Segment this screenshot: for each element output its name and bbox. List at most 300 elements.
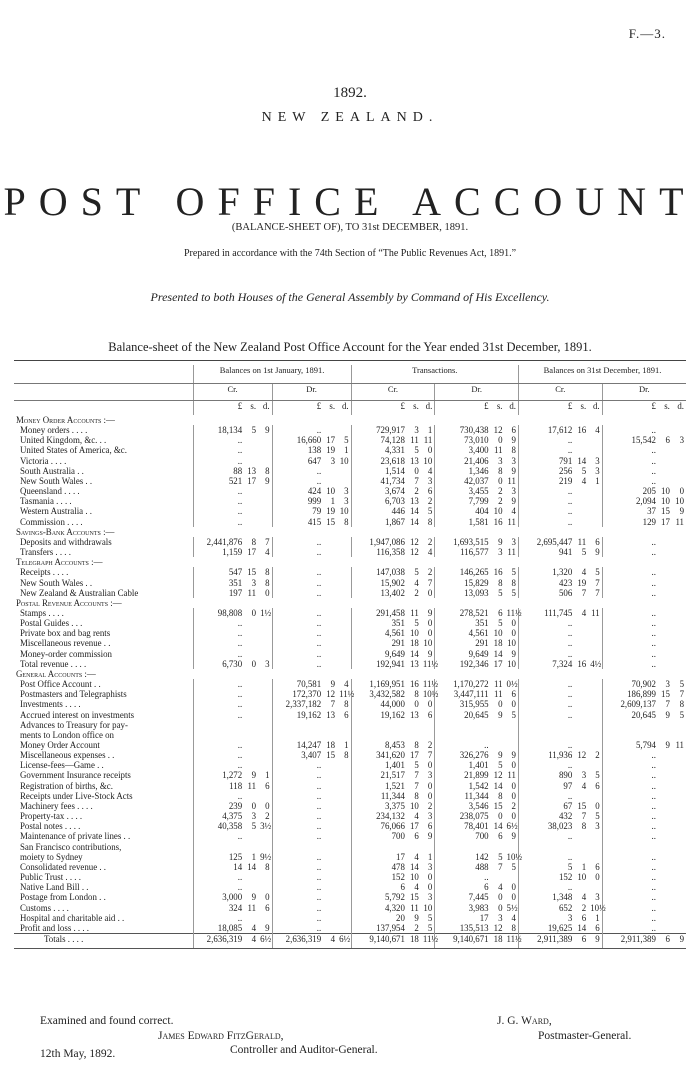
pence-cell	[337, 882, 351, 892]
shillings-cell: 5	[498, 618, 503, 629]
shillings-cell	[658, 882, 672, 892]
unit-label: £	[351, 401, 407, 416]
blank-header	[14, 365, 193, 384]
shillings-cell	[244, 679, 258, 689]
shillings-cell	[244, 649, 258, 659]
shillings-cell: 14	[409, 516, 419, 527]
shillings-cell	[574, 791, 588, 801]
pence-cell	[258, 740, 272, 750]
pence-cell: 5	[595, 770, 600, 781]
shillings-cell: 4	[251, 922, 257, 933]
row-label: Native Land Bill . .	[20, 882, 89, 893]
pence-cell: 6	[265, 902, 270, 913]
shillings-cell: 17	[247, 547, 257, 558]
total-shillings-cell: 6	[658, 933, 672, 948]
pounds-cell: ..	[518, 852, 574, 862]
pence-cell: 7	[595, 577, 600, 588]
shillings-cell: 7	[414, 475, 419, 486]
shillings-cell	[658, 618, 672, 628]
pounds-cell: 186,899	[602, 689, 658, 699]
pounds-cell: 506	[518, 588, 574, 598]
total-shillings-cell: 18	[491, 933, 505, 948]
pounds-cell: ..	[272, 649, 323, 659]
table-row	[14, 710, 686, 720]
pounds-cell: 98,808	[193, 608, 244, 618]
pence-cell	[672, 760, 686, 770]
pence-cell	[672, 720, 686, 730]
pounds-cell: ..	[272, 578, 323, 588]
pounds-cell: ..	[602, 608, 658, 618]
pounds-cell: ..	[272, 770, 323, 780]
shillings-cell: 11	[247, 780, 257, 791]
pounds-cell: 729,917	[351, 425, 407, 435]
shillings-cell: 5	[414, 760, 419, 771]
pounds-cell: ..	[602, 903, 658, 913]
top-rule	[14, 360, 686, 361]
pence-cell: 0	[427, 760, 433, 771]
pence-cell: 3	[427, 770, 433, 781]
pence-cell	[258, 882, 272, 892]
pounds-cell: 11,344	[351, 791, 407, 801]
pounds-cell: ..	[602, 801, 658, 811]
shillings-cell	[658, 852, 672, 862]
pence-cell: 0	[511, 811, 516, 822]
pence-cell: 0	[679, 486, 684, 497]
shillings-cell	[574, 517, 588, 527]
pence-cell	[672, 445, 686, 455]
shillings-cell: 6	[498, 831, 503, 842]
pence-cell: 9	[511, 831, 516, 842]
row-label: Total revenue . . . .	[20, 658, 87, 669]
pence-cell: 6	[595, 861, 600, 872]
shillings-cell	[244, 496, 258, 506]
table-row	[14, 760, 686, 770]
total-pounds-cell: 2,636,319	[272, 933, 323, 948]
unit-label: d.	[425, 401, 433, 411]
pounds-cell: 432	[518, 811, 574, 821]
total-pence-cell: 9	[672, 933, 686, 948]
pence-cell: 3	[511, 536, 516, 547]
pence-cell	[337, 537, 351, 547]
pounds-cell: 18,134	[193, 425, 244, 435]
examined-note: Examined and found correct.	[40, 1015, 174, 1027]
pounds-cell: ..	[602, 750, 658, 760]
unit-label: £	[193, 401, 244, 416]
shillings-cell	[323, 913, 337, 923]
pence-cell: 11½	[506, 607, 522, 618]
shillings-cell: 9	[330, 679, 336, 690]
section-header-row	[14, 669, 686, 679]
pounds-cell: ..	[602, 862, 658, 872]
shillings-cell: 10	[409, 628, 419, 639]
pence-cell: 2	[427, 496, 433, 507]
shillings-cell: 5	[251, 821, 257, 832]
shillings-cell	[323, 760, 337, 770]
table-row	[14, 882, 686, 892]
pence-cell: 8	[427, 516, 433, 527]
pounds-cell: 19,625	[518, 923, 574, 934]
shillings-cell: 0	[498, 811, 503, 822]
shillings-cell	[244, 730, 258, 740]
pounds-cell: ..	[518, 486, 574, 496]
shillings-cell	[244, 750, 258, 760]
pounds-cell: ..	[602, 760, 658, 770]
shillings-cell: 14	[409, 506, 419, 517]
shillings-cell	[658, 872, 672, 882]
pounds-cell	[518, 720, 574, 730]
pounds-cell: 192,941	[351, 659, 407, 669]
shillings-cell	[244, 638, 258, 648]
pence-cell: 0	[511, 780, 516, 791]
shillings-cell	[323, 892, 337, 902]
shillings-cell: 9	[251, 892, 257, 903]
row-label: Investments . . . .	[20, 699, 81, 710]
pounds-cell: 15,902	[351, 578, 407, 588]
pounds-cell: 6	[435, 882, 491, 892]
shillings-cell	[658, 638, 672, 648]
shillings-cell: 13	[409, 455, 419, 466]
shillings-cell: 6	[581, 912, 587, 923]
pounds-cell: 146,265	[435, 567, 491, 577]
table-row	[14, 435, 686, 445]
pounds-cell: ..	[602, 923, 658, 934]
pence-cell	[672, 659, 686, 669]
pence-cell: 11	[675, 740, 684, 750]
shillings-cell: 10	[409, 872, 419, 883]
shillings-cell	[244, 628, 258, 638]
pence-cell: 10½	[422, 689, 439, 700]
pounds-cell: ..	[602, 466, 658, 476]
document-year: 1892.	[333, 85, 367, 101]
pounds-cell: 21,517	[351, 770, 407, 780]
shillings-cell: 13	[247, 465, 257, 476]
pence-cell: 3	[595, 465, 600, 476]
shillings-cell: 2	[581, 902, 587, 913]
pence-cell: 2	[427, 536, 433, 547]
shillings-cell: 10	[409, 800, 419, 811]
pounds-cell: 3,674	[351, 486, 407, 496]
pence-cell: 1	[595, 912, 600, 923]
units-label-cell	[14, 401, 193, 416]
pounds-cell: ..	[272, 882, 323, 892]
shillings-cell: 2	[414, 922, 419, 933]
shillings-cell: 11	[247, 587, 257, 598]
pounds-cell: ..	[193, 760, 244, 770]
pounds-cell: ..	[518, 710, 574, 720]
table-row	[14, 456, 686, 466]
pounds-cell: 41,734	[351, 476, 407, 486]
pence-cell	[337, 770, 351, 780]
pounds-cell: ..	[272, 923, 323, 934]
pounds-cell: 116,577	[435, 547, 491, 557]
shillings-cell: 3	[330, 455, 336, 466]
table-row	[14, 517, 686, 527]
pounds-cell: ..	[193, 740, 244, 750]
pence-cell: 1½	[260, 607, 272, 618]
pounds-cell: ..	[272, 466, 323, 476]
pounds-cell: ..	[602, 567, 658, 577]
shillings-cell	[323, 618, 337, 628]
pounds-cell: 15,829	[435, 578, 491, 588]
pounds-cell: 3,983	[435, 903, 491, 913]
pounds-cell: 415	[272, 517, 323, 527]
pence-cell: 2	[427, 740, 433, 750]
shillings-cell	[407, 842, 421, 852]
pounds-cell: 315,955	[435, 699, 491, 709]
pounds-cell: 4,561	[351, 628, 407, 638]
pounds-cell: 118	[193, 781, 244, 791]
pence-cell: 0	[265, 800, 270, 811]
shillings-cell: 6	[665, 435, 670, 446]
shillings-cell: 18	[493, 638, 503, 649]
section-header-row	[14, 527, 686, 537]
pounds-cell: 1,581	[435, 517, 491, 527]
shillings-cell: 3	[665, 679, 670, 690]
table-row	[14, 659, 686, 669]
pence-cell: 5	[344, 435, 349, 446]
total-pence-cell: 6½	[337, 933, 351, 948]
pence-cell	[672, 913, 686, 923]
pence-cell: 4	[595, 425, 600, 436]
pounds-cell: 70,902	[602, 679, 658, 689]
total-pounds-cell: 2,911,389	[518, 933, 574, 948]
row-label: Transfers . . . .	[20, 547, 71, 558]
table-row	[14, 791, 686, 801]
shillings-cell: 6	[414, 831, 419, 842]
pence-cell: 7	[595, 587, 600, 598]
pounds-cell: 5,794	[602, 740, 658, 750]
pence-cell: 3½	[260, 821, 272, 832]
pence-cell	[672, 618, 686, 628]
pounds-cell: ..	[193, 638, 244, 648]
pence-cell	[505, 730, 519, 740]
shillings-cell: 0	[251, 607, 257, 618]
shillings-cell	[491, 730, 505, 740]
shillings-cell	[574, 649, 588, 659]
pounds-cell: 4,331	[351, 445, 407, 455]
pounds-cell	[602, 720, 658, 730]
shillings-cell	[244, 882, 258, 892]
pounds-cell: ..	[518, 740, 574, 750]
pence-cell: 5	[511, 567, 516, 578]
shillings-cell	[658, 730, 672, 740]
pounds-cell: 1,514	[351, 466, 407, 476]
table-row	[14, 425, 686, 435]
unit-label: d.	[677, 401, 684, 411]
pounds-cell: ..	[272, 659, 323, 669]
shillings-cell: 8	[414, 689, 419, 700]
shillings-cell	[574, 506, 588, 516]
pounds-cell: ..	[193, 456, 244, 466]
pence-cell	[672, 730, 686, 740]
pence-cell: 9	[679, 506, 684, 517]
balance-sheet-table	[14, 365, 686, 949]
pounds-cell: 74,128	[351, 435, 407, 445]
pence-cell	[588, 628, 602, 638]
pounds-cell: 11,936	[518, 750, 574, 760]
shillings-cell	[658, 425, 672, 435]
pounds-cell: 3,455	[435, 486, 491, 496]
shillings-cell: 13	[409, 709, 419, 720]
pence-cell: 3	[344, 486, 349, 497]
shillings-cell: 9	[665, 709, 670, 720]
shillings-cell	[574, 730, 588, 740]
shillings-cell: 3	[581, 770, 587, 781]
pence-cell	[337, 781, 351, 791]
shillings-cell: 10	[493, 628, 503, 639]
table-row	[14, 720, 686, 730]
table-row	[14, 618, 686, 628]
total-pounds-cell: 2,911,389	[602, 933, 658, 948]
section-header-row	[14, 557, 686, 567]
pounds-cell: ..	[272, 760, 323, 770]
shillings-cell: 13	[326, 709, 336, 720]
pence-cell: 4	[511, 912, 516, 923]
pence-cell	[588, 730, 602, 740]
pounds-cell: 7,324	[518, 659, 574, 669]
shillings-cell	[244, 872, 258, 882]
pence-cell	[505, 720, 519, 730]
pounds-cell: ..	[193, 649, 244, 659]
shillings-cell: 4	[498, 882, 503, 893]
pounds-cell: 20,645	[602, 710, 658, 720]
pounds-cell: 890	[518, 770, 574, 780]
dr-header: Dr.	[435, 384, 519, 401]
pence-cell: 6½	[506, 821, 518, 832]
shillings-cell	[574, 882, 588, 892]
section-header-row	[14, 415, 686, 425]
shillings-cell	[491, 720, 505, 730]
pounds-cell: 21,899	[435, 770, 491, 780]
pounds-cell: ..	[272, 537, 323, 547]
shillings-cell	[323, 862, 337, 872]
shillings-cell: 7	[581, 587, 587, 598]
pence-cell: 4	[511, 506, 516, 517]
table-row	[14, 486, 686, 496]
pounds-cell: ..	[272, 872, 323, 882]
shillings-cell: 17	[247, 475, 257, 486]
pounds-cell: ..	[272, 913, 323, 923]
pence-cell	[337, 730, 351, 740]
pence-cell: 5	[595, 811, 600, 822]
pence-cell: 11½	[422, 679, 439, 690]
pounds-cell: 1,169,951	[351, 679, 407, 689]
pence-cell	[337, 852, 351, 862]
shillings-cell: 8	[498, 577, 503, 588]
shillings-cell: 1	[251, 851, 257, 862]
shillings-cell	[658, 445, 672, 455]
pence-cell	[672, 649, 686, 659]
pounds-cell: 423	[518, 578, 574, 588]
pence-cell: 2	[427, 567, 433, 578]
pounds-cell: 205	[602, 486, 658, 496]
shillings-cell	[244, 710, 258, 720]
total-pence-cell: 11½	[421, 933, 435, 948]
row-label: Tasmania . . . .	[20, 496, 72, 507]
shillings-cell: 19	[577, 577, 587, 588]
pounds-cell: 3,432,582	[351, 689, 407, 699]
pounds-cell: 291,458	[351, 608, 407, 618]
date-signed: 12th May, 1892.	[40, 1048, 116, 1060]
shillings-cell	[658, 923, 672, 934]
shillings-cell	[323, 537, 337, 547]
pence-cell	[672, 852, 686, 862]
pence-cell	[672, 608, 686, 618]
pounds-cell: 111,745	[518, 608, 574, 618]
shillings-cell	[323, 852, 337, 862]
pounds-cell: ..	[193, 872, 244, 882]
pence-cell: 11	[507, 475, 516, 486]
pounds-cell: 239	[193, 801, 244, 811]
pounds-cell: 3,447,111	[435, 689, 491, 699]
pounds-cell: 3	[518, 913, 574, 923]
shillings-cell	[658, 831, 672, 841]
pence-cell	[672, 588, 686, 598]
pence-cell: 6	[595, 922, 600, 933]
row-label: Western Australia . .	[20, 506, 92, 517]
total-pounds-cell: 9,140,671	[435, 933, 491, 948]
pounds-cell: 1,170,272	[435, 679, 491, 689]
pounds-cell	[351, 842, 407, 852]
pence-cell: 10	[507, 658, 516, 669]
row-label: South Australia . .	[20, 465, 84, 476]
shillings-cell	[574, 496, 588, 506]
shillings-cell: 5	[414, 445, 419, 456]
shillings-cell: 7	[498, 861, 503, 872]
pence-cell	[672, 537, 686, 547]
shillings-cell: 7	[581, 811, 587, 822]
pounds-cell: ..	[602, 831, 658, 841]
shillings-cell	[244, 506, 258, 516]
pounds-cell: ..	[518, 649, 574, 659]
pence-cell	[258, 872, 272, 882]
pence-cell: 4	[265, 547, 270, 558]
shillings-cell: 4	[414, 882, 419, 893]
pence-cell: 10	[423, 638, 433, 649]
pence-cell: 9	[511, 750, 516, 761]
pence-cell: 1	[344, 740, 349, 750]
shillings-cell	[658, 750, 672, 760]
table-row	[14, 842, 686, 852]
pounds-cell: ..	[602, 425, 658, 435]
pounds-cell	[518, 730, 574, 740]
pounds-cell: 2,609,137	[602, 699, 658, 709]
totals-row	[14, 933, 686, 948]
pounds-cell: 351	[435, 618, 491, 628]
pence-cell	[672, 821, 686, 831]
shillings-cell: 10	[661, 486, 670, 497]
shillings-cell: 8	[251, 536, 257, 547]
shillings-cell: 15	[326, 516, 336, 527]
pounds-cell: ..	[602, 811, 658, 821]
pounds-cell: ..	[193, 791, 244, 801]
pounds-cell: 547	[193, 567, 244, 577]
pence-cell	[672, 476, 686, 486]
pence-cell	[337, 547, 351, 557]
shillings-cell	[323, 791, 337, 801]
shillings-cell: 11	[493, 445, 503, 456]
pence-cell: 6	[511, 425, 516, 436]
pence-cell: 10	[507, 638, 516, 649]
pounds-cell: ..	[518, 618, 574, 628]
total-pounds-cell: 2,636,319	[193, 933, 244, 948]
pounds-cell: ..	[602, 537, 658, 547]
pounds-cell: 256	[518, 466, 574, 476]
shillings-cell	[658, 862, 672, 872]
pounds-cell: ..	[602, 649, 658, 659]
shillings-cell: 5	[581, 547, 587, 558]
pence-cell	[672, 547, 686, 557]
